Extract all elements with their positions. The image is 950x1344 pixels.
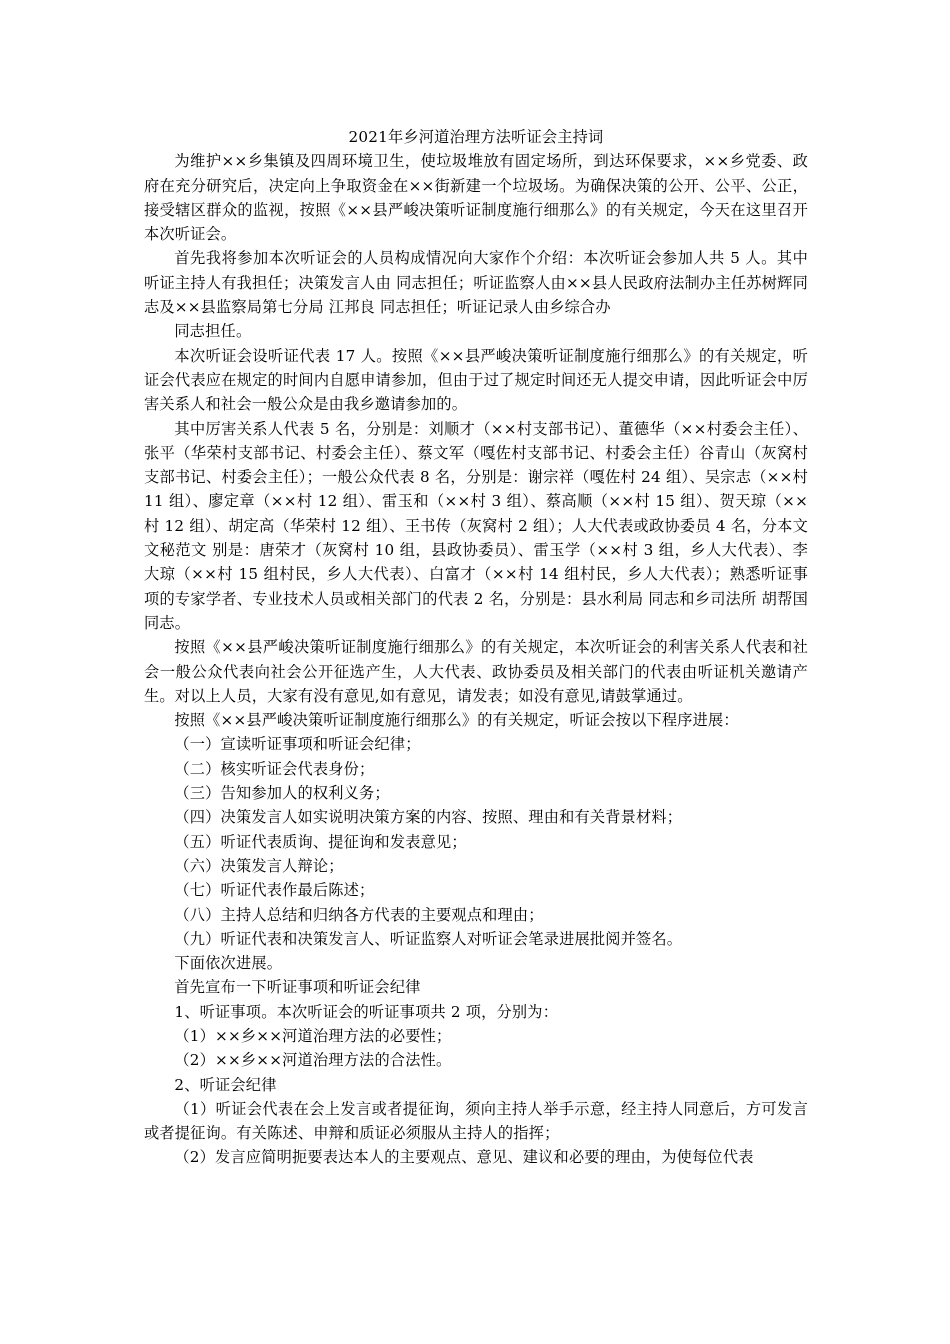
procedure-item: （三）告知参加人的权利义务； [174,784,390,803]
procedure-item: （七）听证代表作最后陈述； [174,881,375,900]
document-title: 2021年乡河道治理方法听证会主持词 [348,128,604,146]
procedure-item: （四）决策发言人如实说明决策方案的内容、按照、理由和有关背景材料； [174,808,683,827]
paragraph-recorder: 同志担任。 [174,322,252,341]
paragraph-representatives: 本次听证会设听证代表 17 人。按照《××县严峻决策听证制度施行细那么》的有关规定，听证会代表应在规定的时间内自愿申请参加，但由于过了规定时间还无人提交申请，因此听证会中厉害关系人和社会一般公众是由我乡邀请参加的。 [144,346,808,414]
paragraph-proceed: 下面依次进展。 [174,954,283,973]
document-page [144,125,808,1170]
procedure-item: （一）宣读听证事项和听证会纪律； [174,735,421,754]
procedure-item: （二）核实听证会代表身份； [174,759,375,778]
paragraph-approval: 按照《××县严峻决策听证制度施行细那么》的有关规定，本次听证会的利害关系人代表和社会一般公众代表向社会公开征选产生，人大代表、政协委员及相关部门的代表由听证机关邀请产生。对以上人员，大家有没有意见,如有意见，请发表；如没有意见,请鼓掌通过。 [144,638,808,705]
procedure-item: （五）听证代表质询、提征询和发表意见； [174,832,467,851]
paragraph-announce: 首先宣布一下听证事项和听证会纪律 [174,978,421,997]
discipline-item: （1）听证会代表在会上发言或者提征询，须向主持人举手示意，经主持人同意后，方可发言或者提征询。有关陈述、申辩和质证必须服从主持人的指挥； [144,1099,808,1143]
paragraph-participants: 首先我将参加本次听证会的人员构成情况向大家作个介绍：本次听证会参加人共 5 人。其中听证主持人有我担任；决策发言人由 同志担任；听证监察人由××县人民政府法制办主任苏树辉同志及××县监察局第七分局 江邦良 同志担任；听证记录人由乡综合办 [144,249,808,317]
paragraph-purpose: 为维护××乡集镇及四周环境卫生，使垃圾堆放有固定场所，到达环保要求，××乡党委、政府在充分研究后，决定向上争取资金在××街新建一个垃圾场。为确保决策的公开、公平、公正，接受辖区群众的监视，按照《××县严峻决策听证制度施行细那么》的有关规定，今天在这里召开本次听证会。 [144,152,808,244]
paragraph-procedure-intro: 按照《××县严峻决策听证制度施行细那么》的有关规定，听证会按以下程序进展： [174,711,739,730]
hearing-matters-heading: 1、听证事项。本次听证会的听证事项共 2 项，分别为： [174,1002,559,1021]
hearing-matter-item: （1）××乡××河道治理方法的必要性； [174,1026,452,1045]
procedure-item: （八）主持人总结和归纳各方代表的主要观点和理由； [174,905,544,924]
paragraph-representative-list: 其中厉害关系人代表 5 名，分别是：刘顺才（××村支部书记）、董德华（××村委会主任）、张平（华荣村支部书记、村委会主任）、蔡文军（嘎佐村支部书记、村委会主任）谷青山（灰窝村支部书记、村委会主任）；一般公众代表 8 名，分别是：谢宗祥（嘎佐村 24 组）、吴宗志（××村 11 组）、廖定章（××村 12 组）、雷玉和（××村 3 组）、蔡高顺（××村 15 组）、贺天琼（××村 12 组）、胡定高（华荣村 12 组）、王书传（灰窝村 2 组）；人大代表或政协委员 4 名，分本文文秘范文 别是：唐荣才（灰窝村 10 组，县政协委员）、雷玉学（××村 3 组，乡人大代表）、李大琼（××村 15 组村民，乡人大代表）、白富才（××村 14 组村民，乡人大代表）；熟悉听证事项的专家学者、专业技术人员或相关部门的代表 2 名，分别是：县水利局 同志和乡司法所 胡帮国 同志。 [144,419,808,632]
hearing-matter-item: （2）××乡××河道治理方法的合法性。 [174,1051,452,1070]
procedure-item: （九）听证代表和决策发言人、听证监察人对听证会笔录进展批阅并签名。 [174,929,683,948]
discipline-heading: 2、听证会纪律 [174,1075,277,1094]
discipline-item: （2）发言应简明扼要表达本人的主要观点、意见、建议和必要的理由，为使每位代表 [174,1148,754,1167]
procedure-item: （六）决策发言人辩论； [174,856,344,875]
